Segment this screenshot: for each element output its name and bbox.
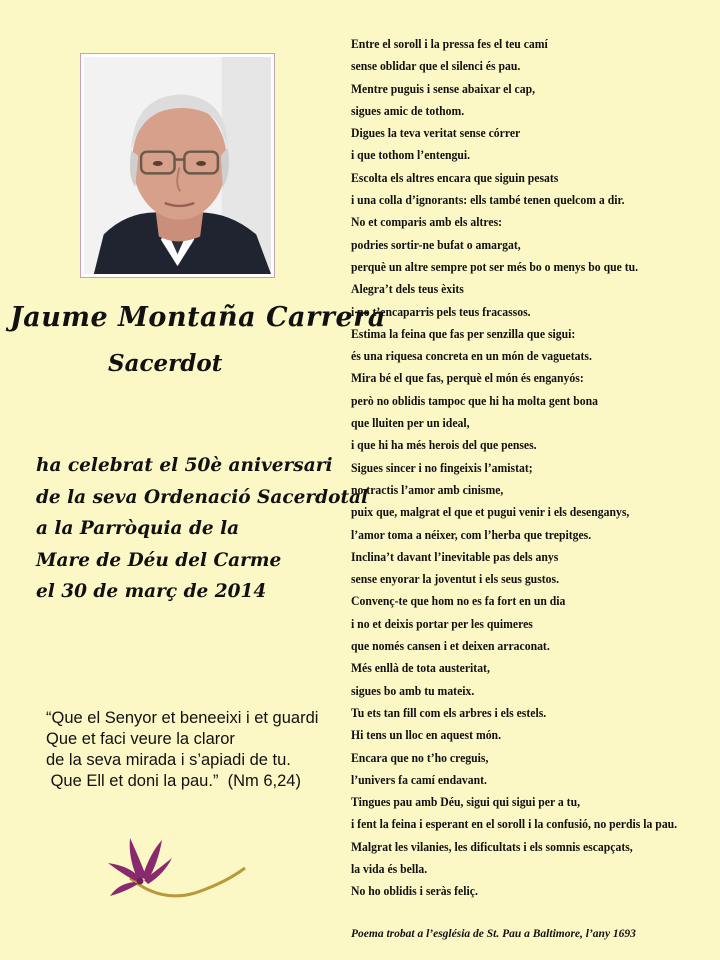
poem-line: i no t’encaparris pels teus fracassos. — [351, 304, 531, 319]
poem-line: però no oblidis tampoc que hi ha molta gent bona — [351, 393, 598, 408]
poem-line: Digues la teva veritat sense córrer — [351, 126, 521, 141]
quote-line: “Que el Senyor et beneeixi i et guardi — [46, 709, 319, 727]
poem-line: l’univers fa camí endavant. — [351, 772, 487, 787]
poem-line: i fent la feina i esperant en el soroll i la confusió, no perdis la pau. — [351, 817, 678, 832]
poem-line: Estima la feina que fas per senzilla que sigui: — [351, 326, 576, 341]
celebration-text — [36, 450, 368, 608]
poem-line: Inclina’t davant l’inevitable pas dels anys — [351, 549, 559, 564]
poem-line: Més enllà de tota austeritat, — [351, 661, 490, 676]
quote-line: de la seva mirada i s’apiadi de tu. — [46, 751, 291, 769]
poem-line: sigues amic de tothom. — [351, 103, 465, 118]
celebration-line: el 30 de març de 2014 — [36, 581, 267, 602]
quote-line: Que et faci veure la claror — [46, 730, 235, 748]
poem-line: Tingues pau amb Déu, sigui qui sigui per a tu, — [351, 795, 581, 810]
poem-line: Entre el soroll i la pressa fes el teu camí — [351, 37, 548, 51]
poem-line: Mira bé el que fas, perquè el món és enganyós: — [351, 371, 584, 386]
poem-line: sense enyorar la joventut i els seus gustos. — [351, 572, 560, 587]
poem-line: Sigues sincer i no fingeixis l’amistat; — [351, 460, 533, 475]
poem-line: i que tothom l’entengui. — [351, 148, 471, 163]
poem-line: Tu ets tan fill com els arbres i els estels. — [351, 705, 547, 720]
portrait-image — [84, 57, 271, 274]
poem-line: Malgrat les vilanies, les dificultats i els somnis escapçats, — [351, 839, 633, 854]
blessing-quote — [46, 708, 318, 792]
poem-line: perquè un altre sempre pot ser més bo o menys bo que tu. — [351, 259, 639, 274]
poem-line: Convenç-te que hom no es fa fort en un dia — [351, 594, 566, 609]
poem-line: que lluiten per un ideal, — [351, 416, 470, 431]
poem-line: no tractis l’amor amb cinisme, — [351, 482, 504, 497]
celebration-line: ha celebrat el 50è aniversari — [36, 455, 333, 476]
poem-line: i que hi ha més herois del que penses. — [351, 438, 537, 453]
poem-line: podries sortir-ne bufat o amargat, — [351, 237, 521, 252]
poem-line: que només cansen i et deixen arraconat. — [351, 639, 550, 654]
poem-line: puix que, malgrat el que et pugui venir i els desenganys, — [351, 505, 630, 520]
portrait-photo — [80, 53, 275, 278]
poem-line: Escolta els altres encara que siguin pesats — [351, 170, 559, 185]
poem-line: Alegra’t dels teus èxits — [351, 282, 464, 297]
poem — [351, 33, 677, 903]
celebration-line: de la seva Ordenació Sacerdotal — [36, 486, 369, 508]
flower-ornament-icon — [100, 818, 250, 908]
person-role: Sacerdot — [108, 350, 223, 377]
quote-line: Que Ell et doni la pau.” (Nm 6,24) — [46, 772, 301, 790]
poem-line: i no et deixis portar per les quimeres — [351, 616, 533, 631]
poem-line: és una riquesa concreta en un món de vaguetats. — [351, 349, 592, 364]
poem-line: No et comparis amb els altres: — [351, 215, 503, 230]
poem-source-note: Poema trobat a l’església de St. Pau a Baltimore, l’any 1693 — [351, 928, 636, 940]
poem-line: Hi tens un lloc en aquest món. — [351, 728, 502, 743]
poem-line: l’amor toma a néixer, com l’herba que trepitges. — [351, 527, 592, 542]
poem-line: Mentre puguis i sense abaixar el cap, — [351, 81, 536, 96]
poem-line: i una colla d’ignorants: ells també tenen quelcom a dir. — [351, 193, 625, 208]
poem-line: Encara que no t’ho creguis, — [351, 750, 489, 765]
celebration-line: Mare de Déu del Carme — [36, 549, 282, 571]
poem-line: la vida és bella. — [351, 861, 428, 876]
poem-line: sigues bo amb tu mateix. — [351, 683, 475, 698]
poem-line: sense oblidar que el silenci és pau. — [351, 59, 521, 74]
poem-line: No ho oblidis i seràs feliç. — [351, 884, 478, 899]
celebration-line: a la Parròquia de la — [36, 518, 240, 539]
person-name: Jaume Montaña Carrera — [10, 302, 386, 333]
